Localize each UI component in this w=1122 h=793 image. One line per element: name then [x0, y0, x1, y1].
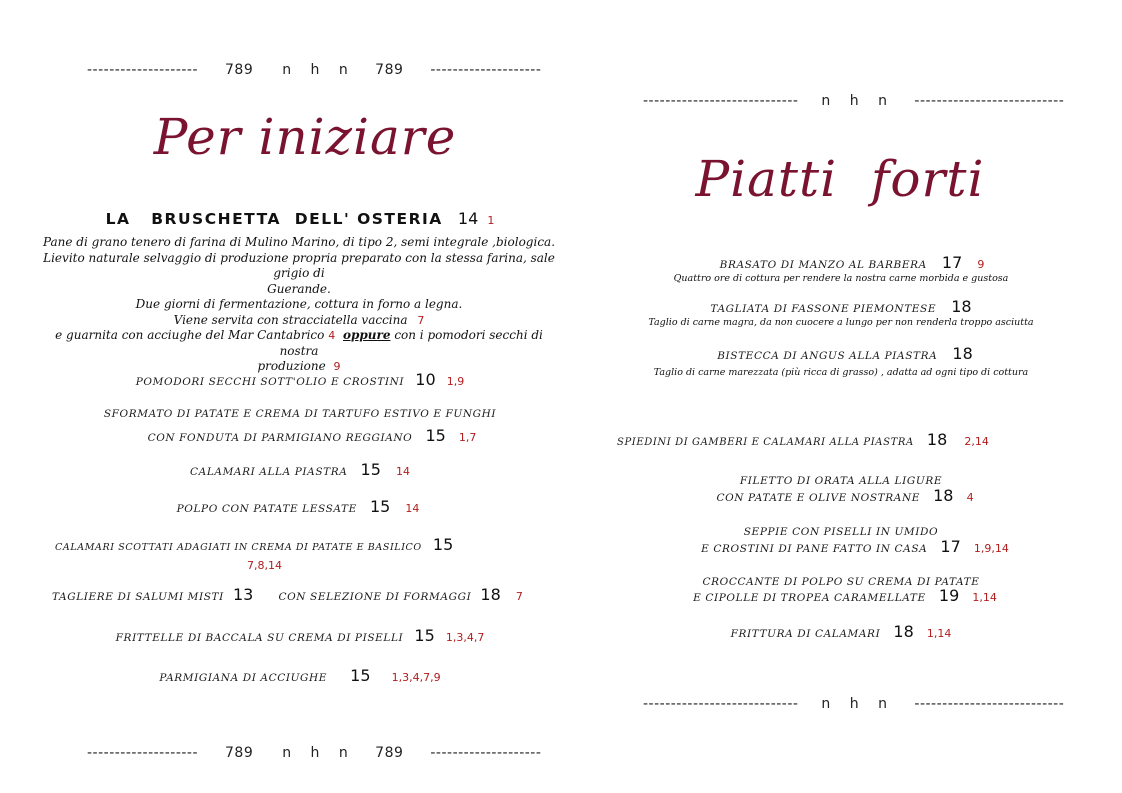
- divider-number: 789: [225, 745, 254, 761]
- allergen-codes: 1,3,4,7,9: [391, 671, 441, 684]
- dish-name: PARMIGIANA DI ACCIUGHE: [159, 672, 328, 684]
- divider-letter: n: [878, 93, 888, 109]
- bruschetta-heading: [106, 209, 495, 228]
- left-bottom-divider: [87, 745, 541, 761]
- dish-price: 18: [893, 622, 914, 641]
- dish-name: CROCCANTE DI POLPO SU CREMA DI PATATE: [702, 576, 980, 588]
- menu-item: [717, 344, 973, 363]
- dish-price: 15: [432, 535, 454, 554]
- menu-item: [693, 586, 997, 605]
- allergen-codes: 7: [417, 313, 425, 327]
- divider-letter: n: [338, 745, 349, 761]
- allergen-codes: 1,9: [446, 375, 465, 388]
- allergen-codes: 9: [333, 360, 341, 373]
- divider-letter: n: [878, 696, 888, 712]
- divider-letter: n: [282, 62, 292, 78]
- dish-price: 15: [360, 460, 381, 479]
- dish-name: POLPO CON PATATE LESSATE: [176, 503, 357, 515]
- allergen-codes: 1,9,14: [973, 542, 1009, 555]
- dish-price: 18: [926, 430, 948, 449]
- dish-price: 17: [940, 537, 961, 556]
- dashes: ---------------------------: [914, 696, 1065, 712]
- dish-name: TAGLIERE DI SALUMI MISTI: [52, 591, 224, 603]
- menu-item: [617, 430, 989, 449]
- desc-text: e guarnita con acciughe del Mar Cantabrico: [55, 328, 325, 342]
- desc-line: Guerande.: [267, 281, 331, 296]
- allergen-line: [247, 554, 282, 573]
- desc-line: Pane di grano tenero di farina di Mulino Marino, di tipo 2, semi integrale ,biologica.: [42, 235, 556, 249]
- left-top-divider: [87, 62, 541, 78]
- menu-item: [55, 535, 453, 554]
- desc-line: Due giorni di fermentazione, cottura in forno a legna.: [135, 297, 463, 311]
- dish-name: TAGLIATA DI FASSONE PIEMONTESE: [710, 303, 937, 315]
- dish-name: CON PATATE E OLIVE NOSTRANE: [716, 492, 921, 504]
- dish-name: SFORMATO DI PATATE E CREMA DI TARTUFO ESTIVO E FUNGHI: [103, 408, 497, 420]
- menu-item: [52, 585, 523, 604]
- right-top-divider: [643, 93, 1064, 109]
- allergen-codes: 14: [405, 502, 420, 515]
- dashes: --------------------: [430, 62, 542, 78]
- dashes: ----------------------------: [643, 93, 799, 109]
- dish-price: 15: [369, 497, 391, 516]
- dish-name: BRASATO DI MANZO AL BARBERA: [719, 259, 927, 271]
- dish-price: 15: [425, 426, 446, 445]
- divider-number: 789: [375, 745, 404, 761]
- desc-text: Viene servita con stracciatella vaccina: [173, 312, 408, 327]
- dish-price: 10: [415, 370, 436, 389]
- allergen-codes: 1,14: [926, 627, 952, 640]
- dashes: --------------------: [87, 745, 199, 761]
- dish-price: 15: [414, 626, 435, 645]
- menu-item: [716, 486, 973, 505]
- divider-letter: n: [282, 745, 292, 761]
- menu-item: [104, 402, 496, 421]
- menu-item: [177, 497, 420, 516]
- dish-name: POMODORI SECCHI SOTT'OLIO E CROSTINI: [135, 376, 405, 388]
- divider-letter: n: [338, 62, 349, 78]
- allergen-codes: 9: [977, 258, 985, 271]
- dish-name: FILETTO DI ORATA ALLA LIGURE: [739, 475, 943, 487]
- desc-text: produzione: [257, 359, 326, 373]
- dish-price: 19: [938, 586, 960, 605]
- divider-letter: h: [310, 745, 320, 761]
- dish-name: CON SELEZIONE DI FORMAGGI: [278, 591, 472, 603]
- dashes: --------------------: [87, 62, 199, 78]
- allergen-codes: 1,3,4,7: [445, 631, 485, 644]
- dish-name: CALAMARI SCOTTATI ADAGIATI IN CREMA DI PATATE E BASILICO: [55, 542, 422, 553]
- allergen-codes: 1: [487, 214, 495, 227]
- menu-item: [116, 626, 485, 645]
- dish-price: 18: [951, 297, 972, 316]
- dish-description: Taglio di carne magra, da non cuocere a lungo per non renderla troppo asciutta: [648, 317, 1034, 328]
- divider-letter: h: [849, 696, 860, 712]
- dish-price: 15: [350, 666, 371, 685]
- divider-number: 789: [375, 62, 404, 78]
- menu-item: [710, 297, 971, 316]
- section-title-per-iniziare: Per iniziare: [153, 108, 457, 166]
- menu-item: [148, 426, 477, 445]
- allergen-codes: 7,8,14: [247, 559, 282, 572]
- divider-letter: h: [849, 93, 860, 109]
- dish-name: E CIPOLLE DI TROPEA CARAMELLATE: [693, 592, 926, 604]
- menu-item: [136, 370, 464, 389]
- dish-name: E CROSTINI DI PANE FATTO IN CASA: [701, 543, 928, 555]
- menu-item: [159, 666, 440, 685]
- dish-name: CALAMARI ALLA PIASTRA: [190, 466, 348, 478]
- desc-line: Lievito naturale selvaggio di produzione propria preparato con la stessa farina, sale grigio di: [43, 250, 555, 280]
- divider-number: 789: [225, 62, 254, 78]
- desc-line: [39, 328, 559, 359]
- bruschetta-description: [39, 235, 559, 375]
- dish-price: 14: [457, 209, 479, 228]
- dish-price: 18: [952, 344, 973, 363]
- allergen-codes: 1,14: [972, 591, 997, 604]
- menu-item: [731, 622, 952, 641]
- desc-line: [39, 313, 559, 329]
- dish-name: FRITTELLE DI BACCALA SU CREMA DI PISELLI: [115, 632, 404, 644]
- dish-price: 13: [233, 585, 254, 604]
- dashes: ---------------------------: [914, 93, 1065, 109]
- dashes: ----------------------------: [643, 696, 799, 712]
- dish-price: 17: [941, 253, 963, 272]
- dish-name: FRITTURA DI CALAMARI: [730, 628, 881, 640]
- dish-name: SEPPIE CON PISELLI IN UMIDO: [743, 526, 939, 538]
- section-title-piatti-forti: Piatti forti: [695, 150, 985, 208]
- dish-name: SPIEDINI DI GAMBERI E CALAMARI ALLA PIASTRA: [617, 437, 914, 448]
- menu-item: [190, 460, 410, 479]
- divider-letter: n: [821, 696, 831, 712]
- allergen-codes: 4: [328, 329, 336, 342]
- divider-letter: h: [310, 62, 320, 78]
- allergen-codes: 2,14: [964, 435, 989, 448]
- dish-price: 18: [480, 585, 501, 604]
- menu-item: [701, 537, 1009, 556]
- menu-item: [720, 253, 985, 272]
- allergen-codes: 4: [966, 491, 974, 504]
- dish-name: CON FONDUTA DI PARMIGIANO REGGIANO: [147, 432, 413, 444]
- allergen-codes: 7: [515, 590, 523, 603]
- dish-description: Taglio di carne marezzata (più ricca di grasso) , adatta ad ogni tipo di cottura: [653, 367, 1029, 378]
- right-bottom-divider: [643, 696, 1064, 712]
- oppure-text: oppure: [343, 328, 391, 342]
- dish-description: Quattro ore di cottura per rendere la nostra carne morbida e gustosa: [673, 273, 1009, 284]
- allergen-codes: 14: [395, 465, 410, 478]
- desc-text: con i pomodori secchi di nostra: [279, 328, 543, 358]
- dashes: --------------------: [430, 745, 542, 761]
- divider-letter: n: [821, 93, 831, 109]
- dish-name: LA BRUSCHETTA DELL' OSTERIA: [105, 210, 443, 228]
- allergen-codes: 1,7: [458, 431, 477, 444]
- dish-price: 18: [933, 486, 954, 505]
- dish-name: BISTECCA DI ANGUS ALLA PIASTRA: [717, 350, 938, 362]
